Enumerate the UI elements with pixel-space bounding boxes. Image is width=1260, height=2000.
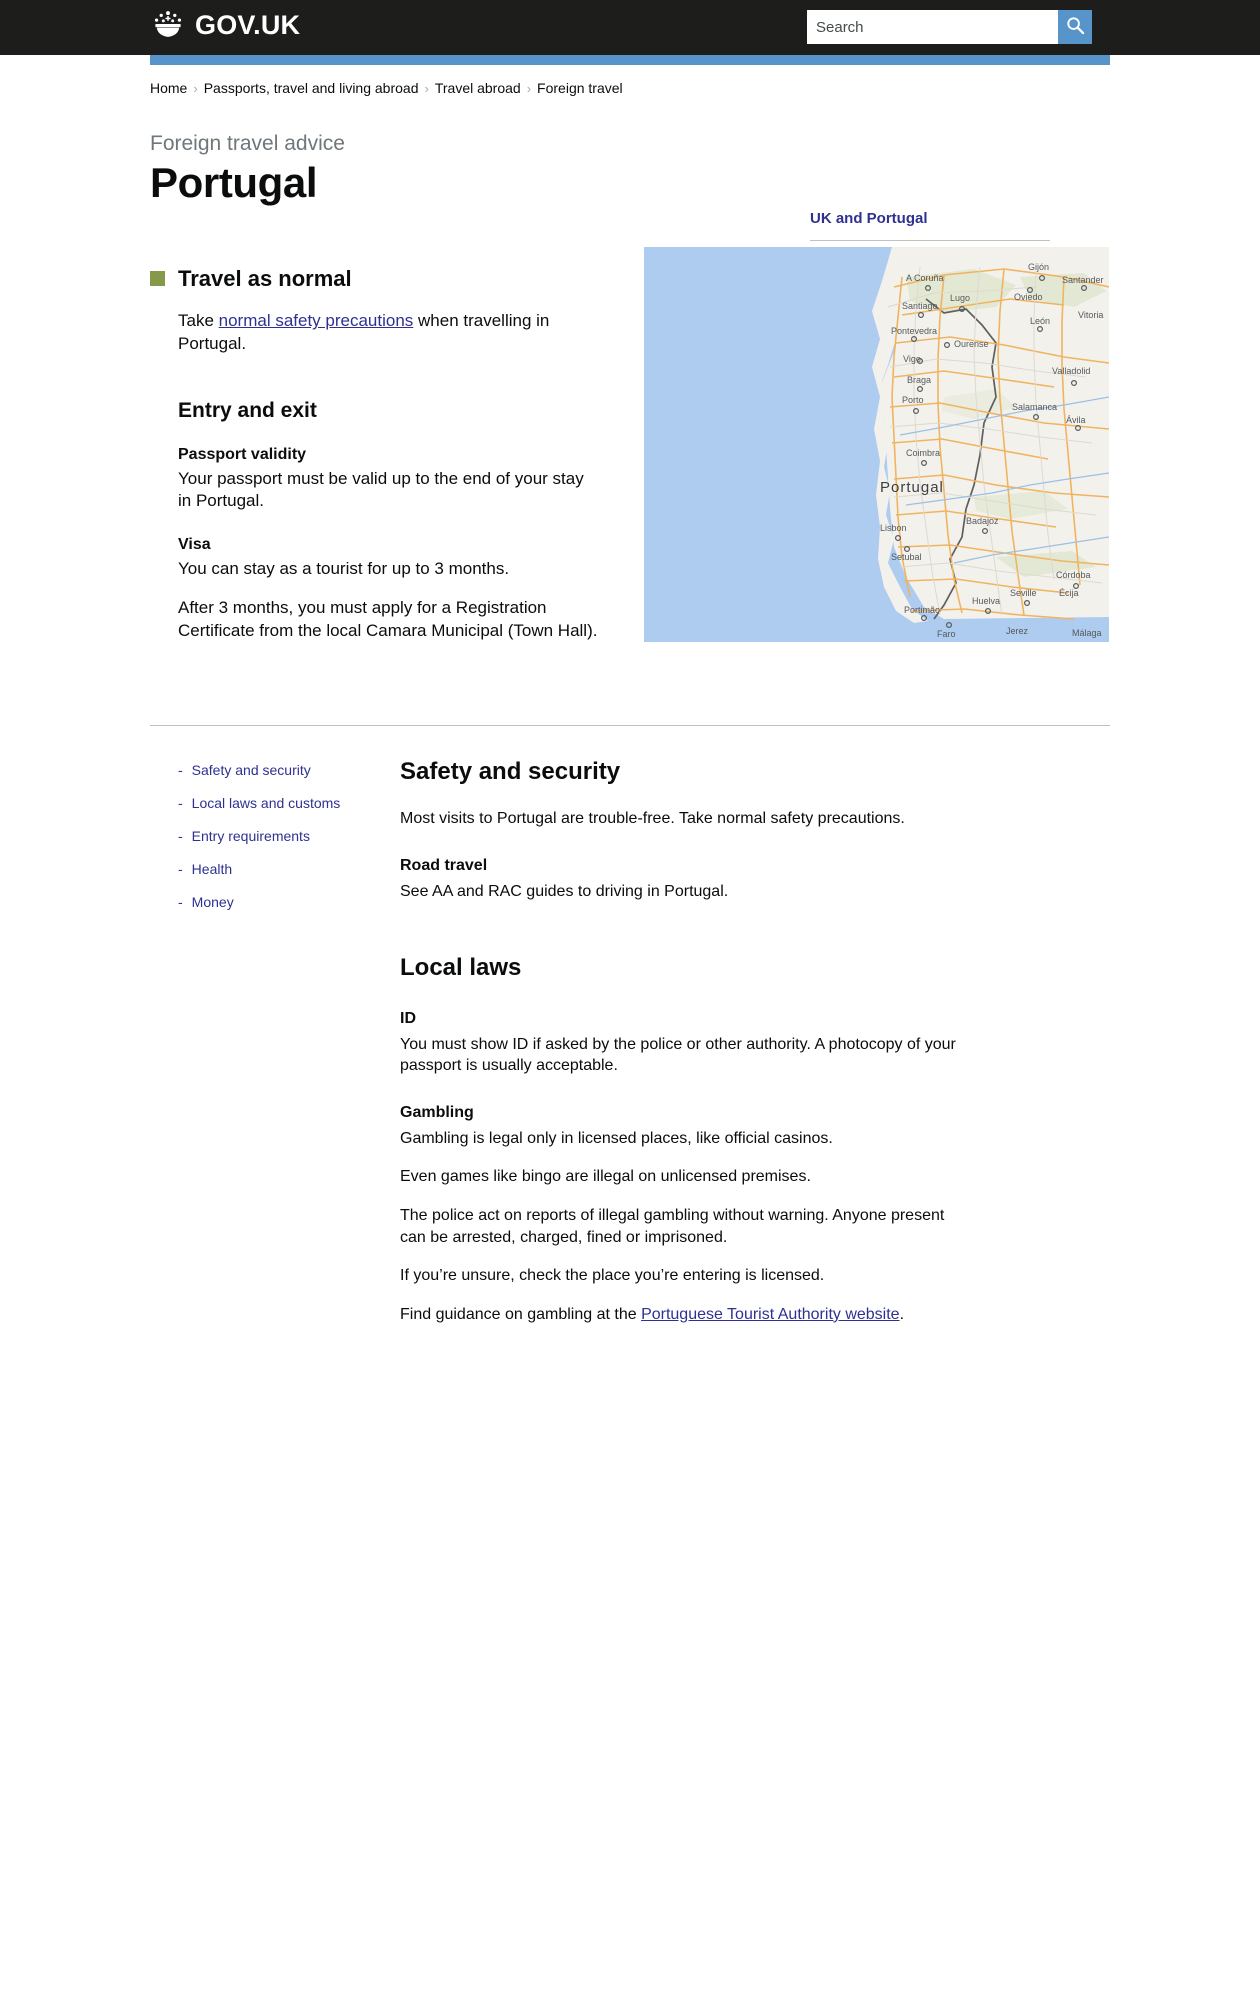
svg-text:Vigo: Vigo	[903, 354, 921, 365]
travel-status-heading	[150, 266, 620, 292]
page-context-label: Foreign travel advice	[150, 131, 345, 155]
gambling-link-prefix: Find guidance on gambling at the	[400, 1305, 642, 1323]
status-indicator-icon	[150, 271, 165, 286]
page-title: Portugal	[150, 159, 318, 207]
safety-lead-text: Most visits to Portugal are trouble-free. Take normal safety precautions.	[400, 810, 905, 828]
site-search[interactable]	[807, 10, 1092, 44]
bullet-dash-icon: -	[178, 860, 183, 877]
gambling-text-5	[400, 1304, 970, 1326]
updates-divider	[810, 240, 1050, 241]
gambling-link-suffix: .	[899, 1305, 905, 1323]
local-laws-heading: Local laws	[400, 954, 522, 982]
section-navigation	[150, 758, 400, 926]
svg-text:Santander: Santander	[1062, 275, 1104, 286]
svg-text:Málaga: Málaga	[1072, 628, 1102, 639]
sidebar-item-health[interactable]	[178, 861, 400, 878]
summary-text-suffix: when travelling in Portugal.	[178, 311, 550, 353]
svg-text:Vitoria: Vitoria	[1078, 310, 1104, 321]
svg-text:Seville: Seville	[1010, 588, 1037, 599]
breadcrumb-item-travel-abroad[interactable]: Travel abroad	[434, 80, 521, 96]
gambling-text-4: If you’re unsure, check the place you’re entering is licensed.	[400, 1267, 825, 1285]
travel-status-text	[178, 310, 620, 355]
svg-text:Pontevedra: Pontevedra	[891, 326, 938, 337]
sidebar-item-label[interactable]: Health	[191, 860, 233, 877]
gambling-heading: Gambling	[400, 1104, 474, 1121]
bullet-dash-icon: -	[178, 828, 183, 845]
bullet-dash-icon: -	[178, 795, 183, 812]
sidebar-item-label[interactable]: Money	[191, 893, 234, 910]
svg-text:A Coruña: A Coruña	[906, 273, 944, 284]
svg-text:Setubal: Setubal	[891, 552, 922, 563]
svg-text:Coimbra: Coimbra	[906, 448, 941, 459]
uk-and-portugal-link[interactable]: UK and Portugal	[810, 210, 928, 227]
sidebar-item-label[interactable]: Safety and security	[191, 762, 311, 779]
svg-text:Ourense: Ourense	[954, 339, 989, 350]
entry-and-exit-heading: Entry and exit	[178, 398, 317, 422]
search-input[interactable]	[807, 10, 1058, 44]
gambling-text-2: Even games like bingo are illegal on unlicensed premises.	[400, 1168, 811, 1186]
svg-text:Oviedo: Oviedo	[1014, 292, 1043, 303]
svg-text:Badajoz: Badajoz	[966, 516, 999, 527]
page-header	[150, 98, 1110, 206]
bullet-dash-icon: -	[178, 893, 183, 910]
gambling-text-3: The police act on reports of illegal gambling without warning. Anyone present can be arrested, charged, fined or imprisoned.	[400, 1206, 945, 1246]
visa-text-2: After 3 months, you must apply for a Registration Certificate from the local Camara Municipal (Town Hall).	[178, 598, 598, 640]
svg-text:Lugo: Lugo	[950, 293, 971, 304]
header-accent-bar	[150, 55, 1110, 65]
map-column	[620, 247, 1110, 642]
breadcrumb-item-home[interactable]: Home	[150, 80, 188, 96]
svg-text:Braga: Braga	[907, 375, 932, 386]
travel-status-label: Travel as normal	[178, 265, 352, 291]
govuk-logo-text: GOV.UK	[195, 10, 301, 40]
summary-column	[150, 247, 620, 642]
road-travel-heading: Road travel	[400, 856, 488, 874]
id-text: You must show ID if asked by the police or other authority. A photocopy of your passport is usually acceptable.	[400, 1035, 956, 1075]
passport-validity-text: Your passport must be valid up to the end of your stay in Portugal.	[178, 468, 584, 511]
sidebar-item-label[interactable]: Entry requirements	[191, 828, 310, 845]
main-content	[400, 758, 1110, 1325]
govuk-logo-link[interactable]	[150, 9, 300, 45]
svg-text:Porto: Porto	[902, 395, 924, 406]
summary-text-prefix: Take	[178, 311, 219, 331]
breadcrumb-item-passports[interactable]: Passports, travel and living abroad	[203, 80, 419, 96]
svg-text:Ávila: Ávila	[1066, 415, 1086, 426]
svg-text:Lisbon: Lisbon	[880, 523, 907, 534]
breadcrumb-item-foreign-travel[interactable]: Foreign travel	[537, 80, 623, 96]
sidebar-item-safety-and-security[interactable]	[178, 762, 400, 779]
sidebar-item-label[interactable]: Local laws and customs	[191, 795, 341, 812]
site-header	[0, 0, 1260, 55]
svg-text:Valladolid: Valladolid	[1052, 366, 1091, 377]
safety-and-security-heading: Safety and security	[400, 758, 621, 786]
crown-icon	[150, 9, 186, 45]
sidebar-item-entry-requirements[interactable]	[178, 828, 400, 845]
visa-text-1: You can stay as a tourist for up to 3 months.	[178, 558, 510, 578]
svg-text:Córdoba: Córdoba	[1056, 570, 1091, 581]
passport-validity-heading: Passport validity	[178, 445, 307, 463]
svg-text:Portugal: Portugal	[880, 479, 944, 497]
breadcrumb-separator-icon: ›	[193, 81, 198, 96]
breadcrumb	[150, 65, 1110, 98]
search-submit-button[interactable]	[1058, 10, 1092, 44]
breadcrumb-separator-icon: ›	[424, 81, 429, 96]
svg-text:Jerez: Jerez	[1006, 626, 1029, 637]
sidebar-item-money[interactable]	[178, 894, 400, 911]
sidebar-item-local-laws-and-customs[interactable]	[178, 795, 400, 812]
svg-text:Faro: Faro	[937, 629, 956, 640]
svg-text:Huelva: Huelva	[972, 596, 1001, 607]
gambling-text-1: Gambling is legal only in licensed places, like official casinos.	[400, 1129, 833, 1147]
svg-text:Gijón: Gijón	[1028, 262, 1050, 273]
svg-text:Écija: Écija	[1059, 588, 1079, 599]
breadcrumb-separator-icon: ›	[526, 81, 532, 96]
search-icon	[1066, 16, 1085, 38]
content-divider	[150, 725, 1110, 726]
svg-text:Santiago: Santiago	[902, 301, 938, 312]
svg-text:Salamanca: Salamanca	[1012, 402, 1058, 413]
svg-text:León: León	[1030, 316, 1051, 327]
normal-safety-precautions-link[interactable]: normal safety precautions	[218, 311, 414, 331]
road-travel-text: See AA and RAC guides to driving in Portugal.	[400, 882, 729, 900]
visa-heading: Visa	[178, 535, 211, 553]
country-map[interactable]	[644, 247, 1109, 642]
bullet-dash-icon: -	[178, 762, 183, 779]
svg-text:Portimão: Portimão	[904, 605, 941, 616]
portuguese-tourist-authority-link[interactable]: Portuguese Tourist Authority website	[641, 1305, 900, 1323]
id-heading: ID	[400, 1010, 416, 1028]
